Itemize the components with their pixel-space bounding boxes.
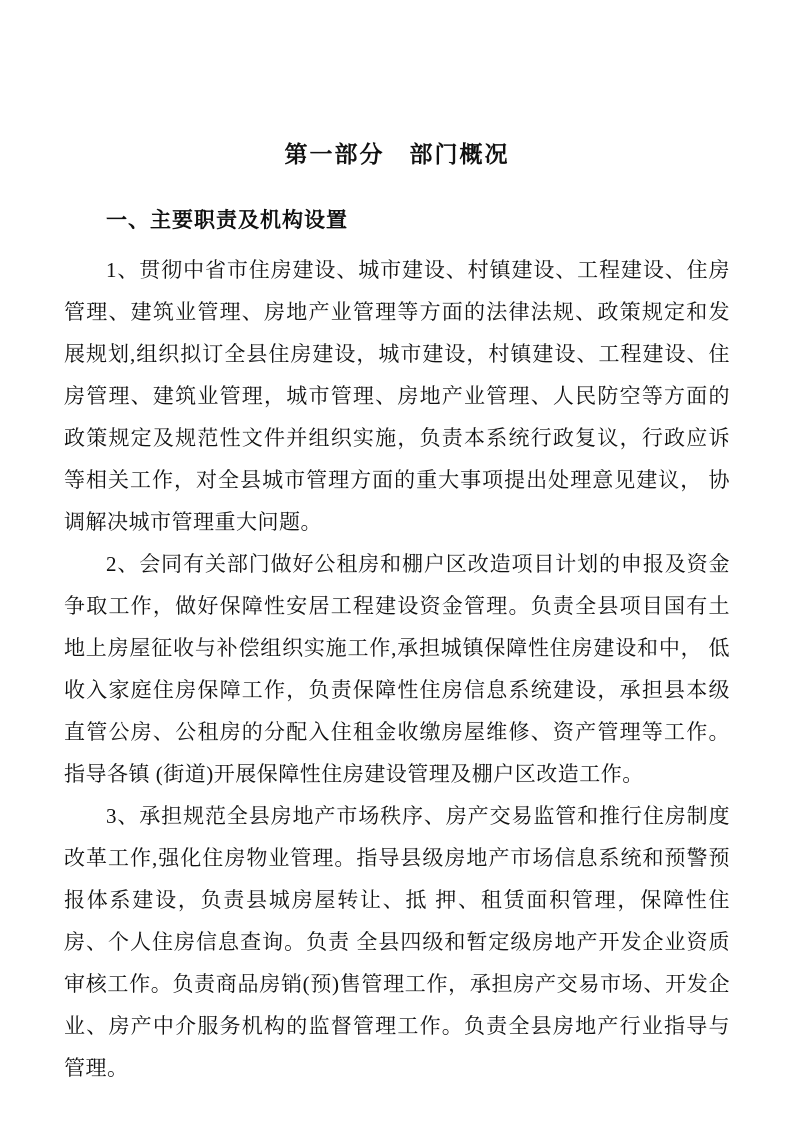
document-title: 第一部分 部门概况: [284, 142, 510, 167]
paragraph-duties-3: 3、承担规范全县房地产市场秩序、房产交易监管和推行住房制度改革工作,强化住房物业管理。指导县级房地产市场信息系统和预警预报体系建设，负责县城房屋转让、抵 押、租赁面积管理，保障性住房、个人住房信息查询。负责 全县四级和暂定级房地产开发企业资质审核工作。负责商品房销(预)售管理工作，承担房产交易市场、开发企业、房产中介服务机构的监督管理工作。负责全县房地产行业指导与管理。: [64, 804, 730, 1080]
section-heading: 一、主要职责及机构设置: [106, 208, 348, 232]
paragraph-duties-2: 2、会同有关部门做好公租房和棚户区改造项目计划的申报及资金争取工作，做好保障性安居工程建设资金管理。负责全县项目国有土地上房屋征收与补偿组织实施工作,承担城镇保障性住房建设和中， 低收入家庭住房保障工作，负责保障性住房信息系统建设，承担县本级直管公房、公租房的分配入住租金收缴房屋维修、资产管理等工作。指导各镇 (街道)开展保障性住房建设管理及棚户区改造工作。: [64, 552, 730, 786]
paragraph-duties-1: 1、贯彻中省市住房建设、城市建设、村镇建设、工程建设、住房管理、建筑业管理、房地产业管理等方面的法律法规、政策规定和发展规划,组织拟订全县住房建设，城市建设，村镇建设、工程建设、住房管理、建筑业管理，城市管理、房地产业管理、人民防空等方面的政策规定及规范性文件并组织实施，负责本系统行政复议，行政应诉等相关工作，对全县城市管理方面的重大事项提出处理意见建议， 协调解决城市管理重大问题。: [64, 258, 730, 534]
